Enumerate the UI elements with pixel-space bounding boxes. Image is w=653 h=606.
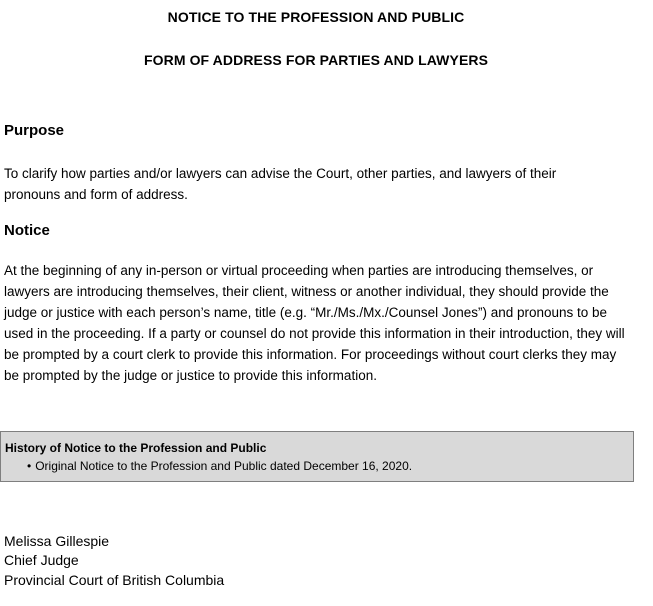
bullet-icon: • xyxy=(27,459,32,473)
purpose-heading: Purpose xyxy=(4,122,65,139)
signatory-court: Provincial Court of British Columbia xyxy=(4,572,225,588)
notice-title: NOTICE TO THE PROFESSION AND PUBLIC xyxy=(167,9,465,25)
signatory-role: Chief Judge xyxy=(4,552,79,568)
purpose-paragraph: To clarify how parties and/or lawyers can advise the Court, other parties, and lawyers of their pronouns and form of address. xyxy=(4,166,557,202)
history-box xyxy=(0,431,634,482)
notice-subtitle: FORM OF ADDRESS FOR PARTIES AND LAWYERS xyxy=(143,52,489,68)
notice-heading: Notice xyxy=(4,222,50,239)
history-item-text: Original Notice to the Profession and Public dated December 16, 2020. xyxy=(35,459,413,473)
signatory-name: Melissa Gillespie xyxy=(4,533,110,549)
notice-paragraph: At the beginning of any in-person or virtual proceeding when parties are introducing themselves, or lawyers are introducing themselves, their client, witness or another individual, they should provide the judge or justice with each person’s name, title (e.g. “Mr./Ms./Mx./Counsel Jones”) and pronouns to be used in the proceeding. If a party or counsel do not provide this information in their introduction, they will be prompted by a court clerk to provide this information. For proceedings without court clerks they may be prompted by the judge or justice to provide this information. xyxy=(4,263,625,383)
history-title: History of Notice to the Profession and Public xyxy=(5,441,267,455)
history-list-item xyxy=(27,459,412,473)
